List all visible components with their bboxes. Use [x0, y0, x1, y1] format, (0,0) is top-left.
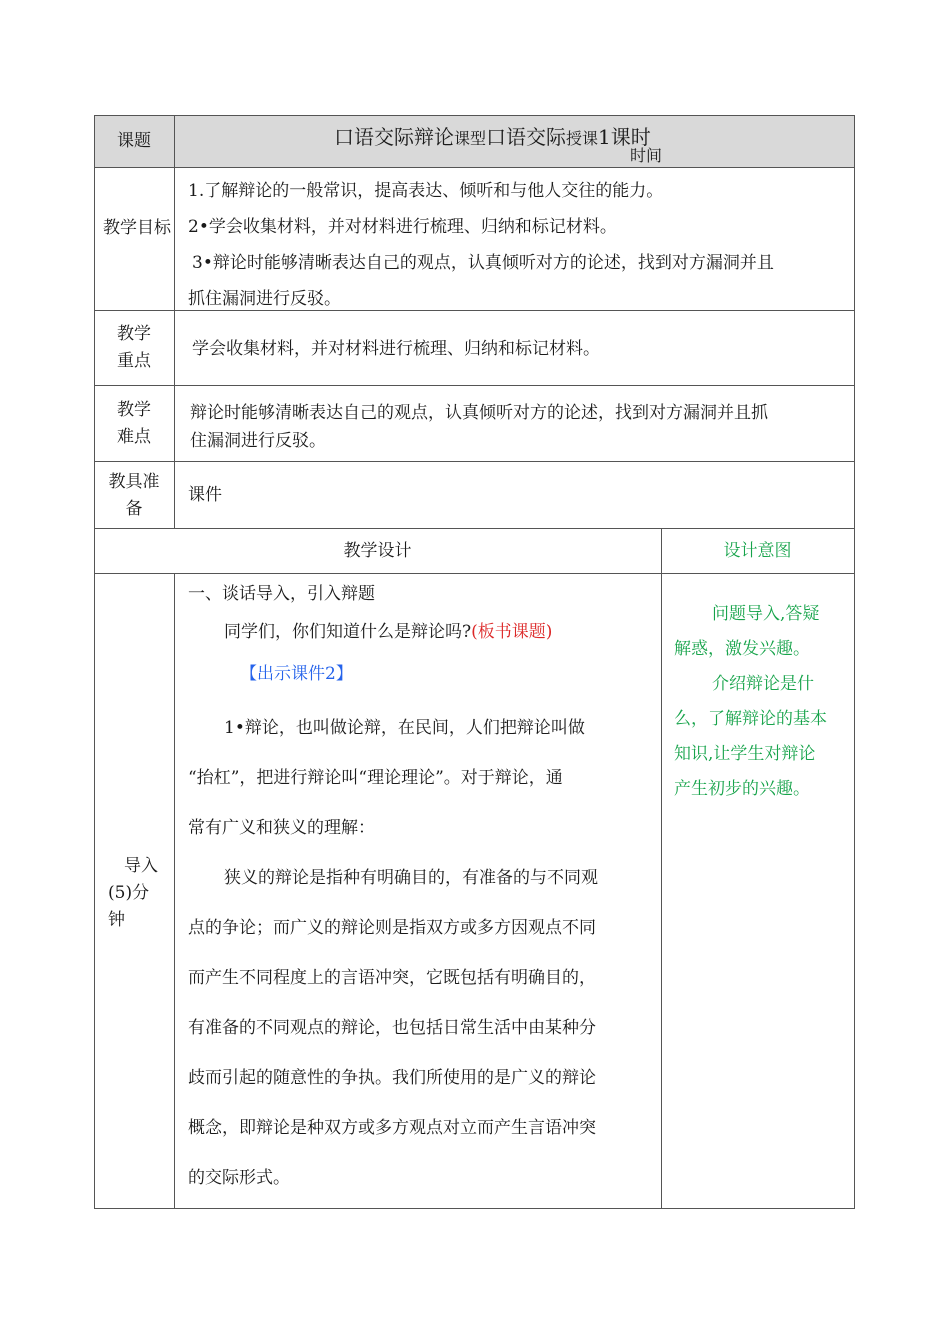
key-points-label	[94, 321, 174, 375]
objective-item: 3•辩论时能够清晰表达自己的观点，认真倾听对方的论述，找到对方漏洞并且	[192, 253, 774, 273]
row-divider	[94, 385, 855, 386]
difficulties-text-line: 住漏洞进行反驳。	[190, 431, 326, 451]
difficulties-label-line: 教学	[117, 400, 151, 420]
lesson-plan-table	[94, 115, 855, 1209]
row-divider	[94, 528, 855, 529]
intro-heading: 一、谈话导入，引入辩题	[188, 584, 375, 604]
difficulties-label	[94, 397, 174, 451]
title-time-value: 1课时	[598, 125, 651, 149]
intro-body-line: “抬杠”，把进行辩论叫“理论理论”。对于辩论，通	[188, 768, 563, 788]
objectives-label: 教学目标	[103, 218, 171, 238]
row-divider	[94, 461, 855, 462]
row-divider	[94, 167, 855, 168]
intro-label	[108, 853, 170, 934]
difficulties-text	[190, 399, 850, 455]
intro-question-line	[188, 609, 658, 655]
title-time-suffix: 时间	[630, 146, 663, 165]
intro-label-line: 钟	[108, 910, 125, 930]
tools-label	[94, 469, 174, 523]
key-points-text: 学会收集材料，并对材料进行梳理、归纳和标记材料。	[192, 339, 600, 359]
intro-question: 同学们，你们知道什么是辩论吗?	[224, 622, 472, 642]
intent-line: 介绍辩论是什	[712, 674, 814, 694]
tools-text: 课件	[188, 485, 222, 505]
title-label: 课题	[117, 131, 151, 151]
intro-body-line: 歧而引起的随意性的争执。我们所使用的是广义的辩论	[188, 1068, 596, 1088]
intro-body-line: 而产生不同程度上的言语冲突，它既包括有明确目的，	[188, 968, 596, 988]
intro-body-line: 概念，即辩论是种双方或多方观点对立而产生言语冲突	[188, 1118, 596, 1138]
label-column-divider	[174, 115, 175, 528]
intro-body-line: 狭义的辩论是指种有明确目的，有准备的与不同观	[224, 868, 598, 888]
board-note: (板书课题)	[471, 622, 553, 642]
intent-header: 设计意图	[723, 541, 792, 561]
intro-body-line: 1•辩论，也叫做论辩，在民间，人们把辩论叫做	[224, 718, 585, 738]
table-border-left	[94, 115, 95, 1209]
difficulties-label-line: 难点	[117, 427, 151, 447]
title-type-label: 课型	[454, 129, 487, 148]
design-header: 教学设计	[343, 541, 412, 561]
intro-body-line: 有准备的不同观点的辩论，也包括日常生活中由某种分	[188, 1018, 596, 1038]
intro-intent	[674, 597, 852, 807]
objectives-list	[188, 173, 848, 317]
key-points-label-line: 教学	[117, 324, 151, 344]
intent-line: 问题导入,答疑	[712, 604, 820, 624]
objective-item: 1.了解辩论的一般常识，提高表达、倾听和与他人交往的能力。	[188, 181, 664, 201]
table-border-right	[854, 115, 855, 1209]
intro-body	[188, 703, 658, 1203]
title-type-value: 口语交际	[486, 125, 567, 149]
tools-label-line: 教具准	[108, 472, 160, 492]
objective-item: 抓住漏洞进行反驳。	[188, 289, 341, 309]
table-border-bottom	[94, 1208, 855, 1209]
intro-body-line: 常有广义和狭义的理解：	[188, 818, 375, 838]
intro-body-line: 的交际形式。	[188, 1168, 290, 1188]
table-border-top	[94, 115, 855, 116]
title-main: 口语交际辩论	[334, 125, 454, 149]
tools-label-line: 备	[125, 499, 143, 519]
title-time-label: 授课	[566, 129, 599, 148]
label-column-divider	[174, 573, 175, 1209]
row-divider	[94, 573, 855, 574]
key-points-label-line: 重点	[117, 351, 151, 371]
intent-line: 解惑，激发兴趣。	[674, 639, 810, 659]
lesson-title	[334, 121, 754, 165]
intro-label-line: 导入	[124, 856, 158, 876]
intent-line: 产生初步的兴趣。	[674, 779, 810, 799]
intent-column-divider	[661, 528, 662, 1209]
intro-body-line: 点的争论；而广义的辩论则是指双方或多方因观点不同	[188, 918, 596, 938]
intro-content	[188, 579, 658, 1203]
difficulties-text-line: 辩论时能够清晰表达自己的观点，认真倾听对方的论述，找到对方漏洞并且抓	[190, 403, 768, 423]
courseware-note: 【出示课件2】	[240, 664, 353, 684]
objective-item: 2•学会收集材料，并对材料进行梳理、归纳和标记材料。	[188, 217, 617, 237]
intent-line: 么，了解辩论的基本	[674, 709, 827, 729]
intro-label-line: (5)分	[108, 883, 150, 903]
intent-line: 知识,让学生对辩论	[674, 744, 816, 764]
